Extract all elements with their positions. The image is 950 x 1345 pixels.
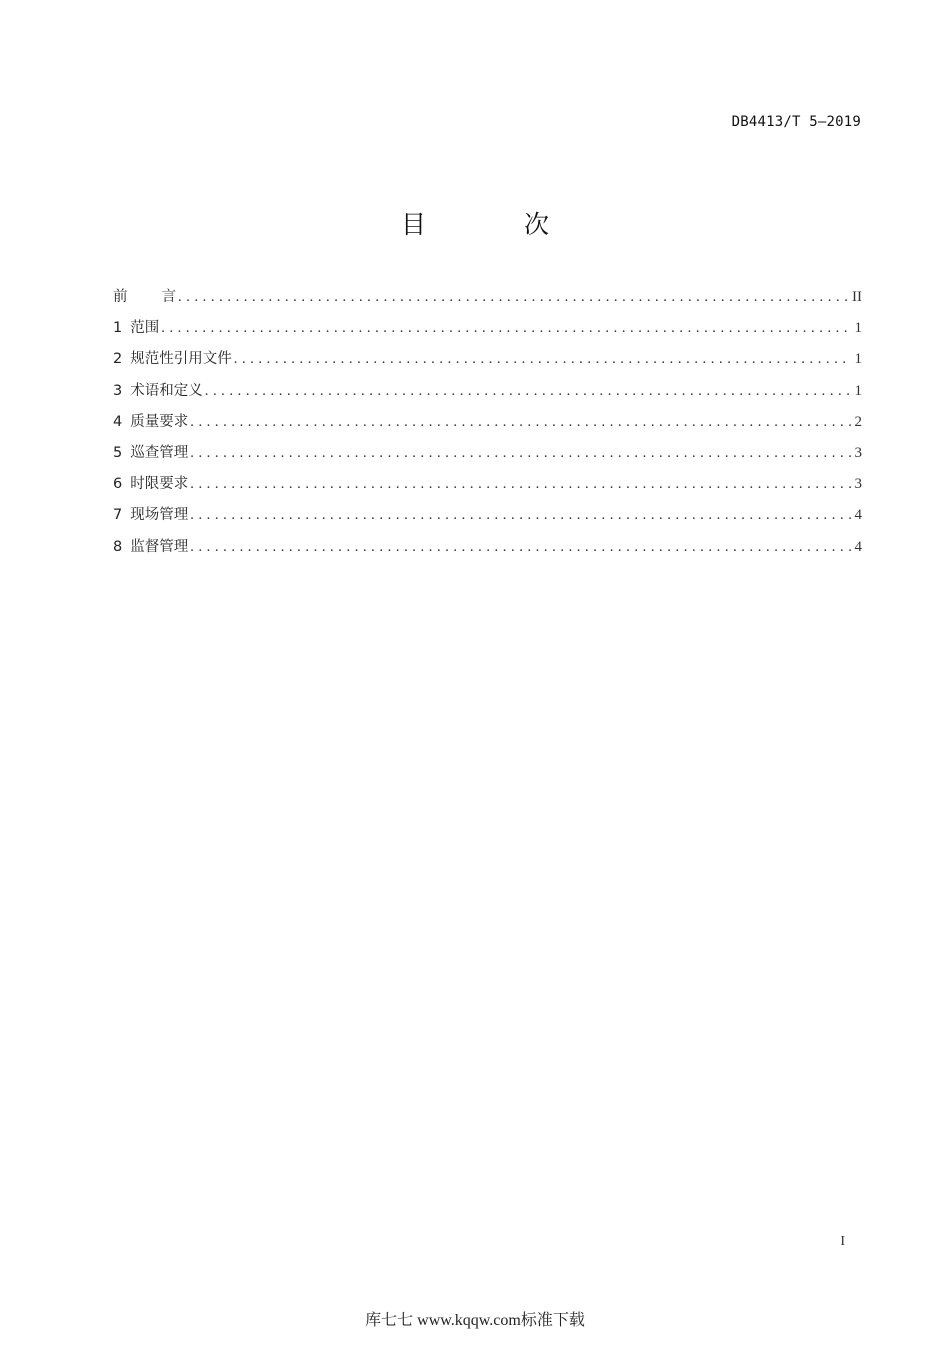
toc-entry-label: 监督管理 <box>130 538 189 555</box>
toc-entry-label: 规范性引用文件 <box>130 351 232 368</box>
toc-entry-page: 1 <box>854 320 862 337</box>
toc-entry-label: 范围 <box>130 320 160 337</box>
toc-entry-label: 巡查管理 <box>130 444 189 461</box>
toc-entry-label: 时限要求 <box>130 476 189 493</box>
toc-dot-leader <box>190 507 850 524</box>
toc-entry-number: 1 <box>113 320 123 337</box>
toc-dot-leader <box>190 414 850 431</box>
toc-entry-page: 1 <box>854 351 862 368</box>
toc-entry-page: II <box>852 289 862 305</box>
toc-entry-number: 6 <box>113 476 123 493</box>
toc-title: 目 次 <box>401 210 594 239</box>
toc-entry-normative-references[interactable] <box>113 347 862 378</box>
footer-watermark: 库七七 www.kqqw.com标准下载 <box>365 1312 585 1329</box>
toc-entry-scope[interactable] <box>113 316 862 347</box>
toc-dot-leader <box>161 320 850 337</box>
toc-entry-label: 术语和定义 <box>130 382 203 399</box>
page-number: I <box>840 1234 845 1249</box>
toc-dot-leader <box>178 289 848 306</box>
document-code: DB4413/T 5—2019 <box>731 114 861 130</box>
toc-entry-number: 3 <box>113 382 123 399</box>
toc-entry-label: 前言 <box>113 289 210 305</box>
toc-dot-leader <box>234 351 851 368</box>
toc-entry-terms-definitions[interactable] <box>113 379 862 410</box>
toc-dot-leader <box>190 445 850 462</box>
toc-entry-supervision-management[interactable] <box>113 535 862 566</box>
toc-entry-page: 4 <box>854 538 862 555</box>
toc-dot-leader <box>205 383 851 400</box>
toc-entry-time-limits[interactable] <box>113 472 862 503</box>
toc-dot-leader <box>190 539 850 556</box>
toc-entry-page: 3 <box>854 476 862 493</box>
toc-list <box>113 285 862 566</box>
toc-entry-label: 质量要求 <box>130 413 189 430</box>
toc-entry-quality-requirements[interactable] <box>113 410 862 441</box>
toc-entry-site-management[interactable] <box>113 503 862 534</box>
toc-entry-number: 8 <box>113 538 123 555</box>
toc-entry-page: 4 <box>854 507 862 524</box>
toc-entry-page: 3 <box>854 444 862 461</box>
toc-entry-page: 2 <box>854 413 862 430</box>
toc-dot-leader <box>190 476 850 493</box>
toc-entry-patrol-management[interactable] <box>113 441 862 472</box>
toc-entry-number: 4 <box>113 413 123 430</box>
toc-entry-number: 5 <box>113 444 123 461</box>
toc-entry-foreword[interactable] <box>113 285 862 316</box>
toc-entry-label: 现场管理 <box>130 507 189 524</box>
toc-entry-number: 2 <box>113 351 123 368</box>
toc-entry-page: 1 <box>854 382 862 399</box>
toc-entry-number: 7 <box>113 507 123 524</box>
